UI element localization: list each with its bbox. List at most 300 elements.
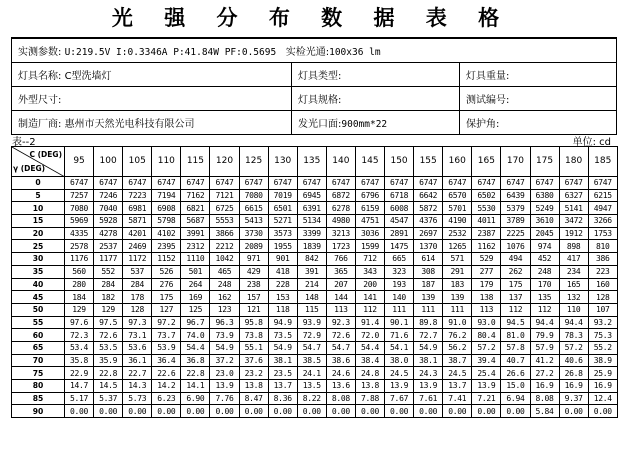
table-cell: 73.7: [152, 329, 181, 342]
table-row: [12, 329, 618, 342]
table-cell: 14.7: [65, 380, 94, 393]
info-row-1: [12, 62, 617, 86]
table-cell: 1177: [94, 253, 123, 266]
table-cell: 2387: [472, 227, 501, 240]
params-label: 实测参数:: [18, 46, 62, 58]
table-cell: 137: [501, 291, 530, 304]
table-cell: 1110: [181, 253, 210, 266]
table-cell: 94.4: [530, 316, 559, 329]
table-cell: 170: [530, 278, 559, 291]
table-cell: 56.2: [443, 341, 472, 354]
table-cell: 6327: [559, 189, 588, 202]
table-cell: 7162: [181, 189, 210, 202]
table-row: [12, 405, 618, 418]
column-header: 100: [94, 147, 123, 177]
row-header: 30: [12, 253, 65, 266]
table-cell: 6725: [210, 202, 239, 215]
table-cell: 127: [152, 303, 181, 316]
table-cell: 148: [297, 291, 326, 304]
table-cell: 23.5: [268, 367, 297, 380]
table-row: [12, 392, 618, 405]
row-header: 90: [12, 405, 65, 418]
column-header: 125: [239, 147, 268, 177]
table-cell: 6747: [152, 177, 181, 190]
row-header: 85: [12, 392, 65, 405]
row-header: 50: [12, 303, 65, 316]
table-cell: 93.9: [297, 316, 326, 329]
table-cell: 6747: [65, 177, 94, 190]
table-cell: 72.6: [94, 329, 123, 342]
table-cell: 4278: [94, 227, 123, 240]
test-no-label: 测试编号:: [466, 94, 510, 106]
table-cell: 53.9: [152, 341, 181, 354]
table-cell: 35.8: [65, 354, 94, 367]
table-cell: 0.00: [94, 405, 123, 418]
table-cell: 2225: [501, 227, 530, 240]
table-cell: 277: [472, 265, 501, 278]
table-cell: 6718: [385, 189, 414, 202]
table-cell: 121: [239, 303, 268, 316]
table-cell: 38.1: [414, 354, 443, 367]
table-cell: 365: [326, 265, 355, 278]
table-cell: 23.2: [239, 367, 268, 380]
table-cell: 2697: [414, 227, 443, 240]
table-row: [12, 354, 618, 367]
table-cell: 97.5: [94, 316, 123, 329]
table-cell: 178: [123, 291, 152, 304]
table-cell: 97.6: [65, 316, 94, 329]
table-cell: 13.9: [385, 380, 414, 393]
table-cell: 264: [181, 278, 210, 291]
table-cell: 72.0: [355, 329, 384, 342]
column-header: 185: [588, 147, 617, 177]
table-cell: 25.9: [588, 367, 617, 380]
table-cell: 14.2: [152, 380, 181, 393]
table-cell: 5872: [414, 202, 443, 215]
table-cell: 138: [472, 291, 501, 304]
table-cell: 537: [123, 265, 152, 278]
table-cell: 1723: [326, 240, 355, 253]
table-cell: 96.7: [181, 316, 210, 329]
table-cell: 24.6: [326, 367, 355, 380]
table-cell: 280: [65, 278, 94, 291]
table-cell: 6747: [94, 177, 123, 190]
table-header-row: [12, 147, 618, 177]
table-cell: 552: [94, 265, 123, 278]
table-cell: 391: [297, 265, 326, 278]
table-cell: 214: [297, 278, 326, 291]
table-cell: 22.7: [123, 367, 152, 380]
table-cell: 5530: [472, 202, 501, 215]
info-cell-outer-size: [12, 86, 292, 110]
page-title: 光 强 分 布 数 据 表 格: [111, 5, 512, 30]
table-cell: 160: [588, 278, 617, 291]
row-header: 0: [12, 177, 65, 190]
table-cell: 6981: [123, 202, 152, 215]
column-header: 110: [152, 147, 181, 177]
table-cell: 2891: [385, 227, 414, 240]
table-cell: 1152: [152, 253, 181, 266]
table-cell: 0.00: [268, 405, 297, 418]
table-cell: 2089: [239, 240, 268, 253]
lamp-type-label: 灯具类型:: [298, 70, 342, 82]
table-cell: 57.8: [501, 341, 530, 354]
table-cell: 901: [268, 253, 297, 266]
table-cell: 5.84: [530, 405, 559, 418]
table-cell: 6747: [443, 177, 472, 190]
table-cell: 78.3: [559, 329, 588, 342]
table-cell: 153: [268, 291, 297, 304]
channel-value: 100x36 lm: [329, 46, 381, 58]
table-cell: 73.9: [210, 329, 239, 342]
table-cell: 184: [65, 291, 94, 304]
table-cell: 0.00: [65, 405, 94, 418]
table-cell: 4102: [152, 227, 181, 240]
table-cell: 5553: [210, 215, 239, 228]
info-cell-protection: [460, 110, 617, 134]
lamp-name-label: 灯具名称:: [18, 70, 62, 82]
row-header: 70: [12, 354, 65, 367]
table-cell: 24.3: [414, 367, 443, 380]
table-cell: 6747: [181, 177, 210, 190]
table-cell: 157: [239, 291, 268, 304]
table-cell: 39.4: [472, 354, 501, 367]
table-cell: 6796: [355, 189, 384, 202]
table-cell: 22.6: [152, 367, 181, 380]
table-cell: 5871: [123, 215, 152, 228]
table-cell: 7246: [94, 189, 123, 202]
table-cell: 5249: [530, 202, 559, 215]
table-cell: 2395: [152, 240, 181, 253]
table-cell: 3573: [268, 227, 297, 240]
table-cell: 7.41: [443, 392, 472, 405]
table-cell: 57.2: [472, 341, 501, 354]
table-cell: 6502: [472, 189, 501, 202]
table-cell: 107: [588, 303, 617, 316]
table-row: [12, 215, 618, 228]
table-cell: 36.8: [181, 354, 210, 367]
table-cell: 27.2: [530, 367, 559, 380]
table-cell: 665: [385, 253, 414, 266]
table-cell: 5798: [152, 215, 181, 228]
table-cell: 74.0: [181, 329, 210, 342]
table-cell: 4201: [123, 227, 152, 240]
table-cell: 6.90: [181, 392, 210, 405]
table-cell: 175: [501, 278, 530, 291]
table-cell: 14.1: [181, 380, 210, 393]
table-row: [12, 316, 618, 329]
table-cell: 7194: [152, 189, 181, 202]
table-cell: 248: [210, 278, 239, 291]
table-cell: 36.1: [123, 354, 152, 367]
table-cell: 5379: [501, 202, 530, 215]
table-cell: 37.2: [210, 354, 239, 367]
table-cell: 8.08: [530, 392, 559, 405]
table-cell: 1176: [65, 253, 94, 266]
table-cell: 465: [210, 265, 239, 278]
table-body: [12, 177, 618, 418]
table-cell: 6570: [443, 189, 472, 202]
table-cell: 4751: [355, 215, 384, 228]
table-cell: 6747: [414, 177, 443, 190]
table-cell: 38.7: [443, 354, 472, 367]
table-cell: 5928: [94, 215, 123, 228]
row-header: 75: [12, 367, 65, 380]
table-cell: 529: [472, 253, 501, 266]
table-cell: 5.17: [65, 392, 94, 405]
table-cell: 54.7: [297, 341, 326, 354]
table-cell: 5.73: [123, 392, 152, 405]
info-row-params: [12, 38, 617, 62]
table-cell: 7.21: [472, 392, 501, 405]
table-cell: 6.94: [501, 392, 530, 405]
table-cell: 94.5: [501, 316, 530, 329]
table-cell: 135: [530, 291, 559, 304]
table-cell: 76.2: [443, 329, 472, 342]
column-header: 180: [559, 147, 588, 177]
table-cell: 26.8: [559, 367, 588, 380]
table-cell: 112: [355, 303, 384, 316]
table-cell: 193: [385, 278, 414, 291]
table-cell: 6747: [123, 177, 152, 190]
table-cell: 323: [385, 265, 414, 278]
table-cell: 6945: [297, 189, 326, 202]
table-cell: 111: [443, 303, 472, 316]
table-cell: 5134: [297, 215, 326, 228]
info-cell-test-no: [460, 86, 617, 110]
table-cell: 113: [472, 303, 501, 316]
table-cell: 16.9: [559, 380, 588, 393]
table-cell: 571: [443, 253, 472, 266]
table-cell: 614: [414, 253, 443, 266]
table-cell: 386: [588, 253, 617, 266]
info-cell-lamp-type: [292, 62, 460, 86]
table-cell: 187: [414, 278, 443, 291]
table-cell: 38.1: [268, 354, 297, 367]
table-cell: 55.2: [588, 341, 617, 354]
aperture-value: 900mm*22: [341, 118, 388, 130]
column-header: 160: [443, 147, 472, 177]
table-cell: 2578: [65, 240, 94, 253]
table-cell: 7080: [65, 202, 94, 215]
table-cell: 5271: [268, 215, 297, 228]
table-cell: 5687: [181, 215, 210, 228]
table-cell: 0.00: [414, 405, 443, 418]
column-header: 150: [385, 147, 414, 177]
table-cell: 24.5: [385, 367, 414, 380]
table-cell: 90.1: [385, 316, 414, 329]
table-cell: 0.00: [385, 405, 414, 418]
channel-label: 实检光通:: [285, 46, 330, 58]
table-cell: 57.9: [530, 341, 559, 354]
table-cell: 3213: [326, 227, 355, 240]
table-row: [12, 177, 618, 190]
table-cell: 54.4: [355, 341, 384, 354]
table-cell: 0.00: [443, 405, 472, 418]
table-cell: 4547: [385, 215, 414, 228]
aperture-label: 发光口面:: [298, 118, 342, 130]
table-cell: 71.6: [385, 329, 414, 342]
table-cell: 73.5: [268, 329, 297, 342]
table-cell: 2312: [181, 240, 210, 253]
table-cell: 6391: [297, 202, 326, 215]
table-cell: 7121: [210, 189, 239, 202]
table-cell: 6747: [385, 177, 414, 190]
table-cell: 54.9: [210, 341, 239, 354]
table-cell: 2532: [443, 227, 472, 240]
column-header: 135: [297, 147, 326, 177]
table-cell: 25.4: [472, 367, 501, 380]
table-cell: 6747: [530, 177, 559, 190]
table-cell: 308: [414, 265, 443, 278]
table-cell: 1172: [123, 253, 152, 266]
row-header: 25: [12, 240, 65, 253]
row-header: 40: [12, 278, 65, 291]
table-cell: 2469: [123, 240, 152, 253]
table-cell: 91.4: [355, 316, 384, 329]
table-row: [12, 240, 618, 253]
table-cell: 128: [123, 303, 152, 316]
row-header: 35: [12, 265, 65, 278]
table-row: [12, 291, 618, 304]
table-cell: 123: [210, 303, 239, 316]
table-cell: 13.9: [210, 380, 239, 393]
table-cell: 13.9: [472, 380, 501, 393]
table-cell: 13.8: [239, 380, 268, 393]
table-cell: 15.0: [501, 380, 530, 393]
table-cell: 0.00: [239, 405, 268, 418]
table-label: 表--2: [12, 137, 36, 148]
table-cell: 144: [326, 291, 355, 304]
gamma-axis-label: γ (DEG): [13, 164, 46, 173]
table-cell: 16.9: [588, 380, 617, 393]
table-cell: 276: [152, 278, 181, 291]
table-cell: 97.3: [123, 316, 152, 329]
protection-label: 保护角:: [466, 118, 500, 130]
row-header: 15: [12, 215, 65, 228]
table-cell: 343: [355, 265, 384, 278]
table-cell: 72.9: [297, 329, 326, 342]
table-row: [12, 303, 618, 316]
table-cell: 13.7: [268, 380, 297, 393]
table-cell: 6747: [239, 177, 268, 190]
row-header: 10: [12, 202, 65, 215]
table-cell: 169: [181, 291, 210, 304]
table-cell: 175: [152, 291, 181, 304]
table-cell: 73.8: [239, 329, 268, 342]
column-header: 95: [65, 147, 94, 177]
table-cell: 3399: [297, 227, 326, 240]
table-cell: 72.6: [326, 329, 355, 342]
table-cell: 6215: [588, 189, 617, 202]
table-cell: 38.9: [588, 354, 617, 367]
table-cell: 179: [472, 278, 501, 291]
table-cell: 6747: [326, 177, 355, 190]
table-cell: 452: [530, 253, 559, 266]
table-cell: 72.3: [65, 329, 94, 342]
table-cell: 3730: [239, 227, 268, 240]
table-cell: 5969: [65, 215, 94, 228]
table-cell: 501: [181, 265, 210, 278]
table-cell: 971: [239, 253, 268, 266]
table-cell: 96.3: [210, 316, 239, 329]
table-row: [12, 341, 618, 354]
table-cell: 842: [297, 253, 326, 266]
table-cell: 95.8: [239, 316, 268, 329]
table-cell: 0.00: [501, 405, 530, 418]
table-cell: 141: [355, 291, 384, 304]
table-cell: 93.0: [472, 316, 501, 329]
table-cell: 0.00: [152, 405, 181, 418]
row-header: 20: [12, 227, 65, 240]
table-cell: 72.7: [414, 329, 443, 342]
table-cell: 6008: [385, 202, 414, 215]
table-cell: 4190: [443, 215, 472, 228]
table-cell: 1475: [385, 240, 414, 253]
table-cell: 9.37: [559, 392, 588, 405]
table-cell: 200: [355, 278, 384, 291]
table-cell: 0.00: [297, 405, 326, 418]
table-row: [12, 227, 618, 240]
table-cell: 35.9: [94, 354, 123, 367]
table-row: [12, 278, 618, 291]
table-cell: 115: [297, 303, 326, 316]
table-cell: 8.22: [297, 392, 326, 405]
table-cell: 112: [530, 303, 559, 316]
row-header: 65: [12, 341, 65, 354]
table-cell: 8.47: [239, 392, 268, 405]
table-cell: 6439: [501, 189, 530, 202]
table-cell: 262: [501, 265, 530, 278]
table-cell: 3266: [588, 215, 617, 228]
maker-value: 惠州市天然光电科技有限公司: [64, 118, 195, 130]
table-row: [12, 202, 618, 215]
table-cell: 22.8: [181, 367, 210, 380]
table-cell: 24.1: [297, 367, 326, 380]
table-cell: 6615: [239, 202, 268, 215]
table-cell: 7019: [268, 189, 297, 202]
table-cell: 37.6: [239, 354, 268, 367]
table-cell: 91.0: [443, 316, 472, 329]
table-cell: 57.2: [559, 341, 588, 354]
table-cell: 1076: [501, 240, 530, 253]
lamp-name-value: C型洗墙灯: [64, 70, 112, 82]
table-cell: 560: [65, 265, 94, 278]
table-cell: 118: [268, 303, 297, 316]
table-cell: 54.1: [385, 341, 414, 354]
intensity-table: [11, 146, 618, 418]
table-cell: 22.8: [94, 367, 123, 380]
table-cell: 26.6: [501, 367, 530, 380]
column-header: 165: [472, 147, 501, 177]
table-cell: 111: [414, 303, 443, 316]
table-cell: 38.4: [355, 354, 384, 367]
table-cell: 1162: [472, 240, 501, 253]
table-cell: 6821: [181, 202, 210, 215]
table-cell: 0.00: [355, 405, 384, 418]
table-cell: 0.00: [588, 405, 617, 418]
table-cell: 1839: [297, 240, 326, 253]
table-cell: 24.8: [355, 367, 384, 380]
table-cell: 40.7: [501, 354, 530, 367]
table-cell: 712: [355, 253, 384, 266]
table-cell: 1753: [588, 227, 617, 240]
table-cell: 0.00: [559, 405, 588, 418]
table-cell: 284: [94, 278, 123, 291]
table-cell: 766: [326, 253, 355, 266]
table-cell: 41.2: [530, 354, 559, 367]
table-cell: 139: [414, 291, 443, 304]
